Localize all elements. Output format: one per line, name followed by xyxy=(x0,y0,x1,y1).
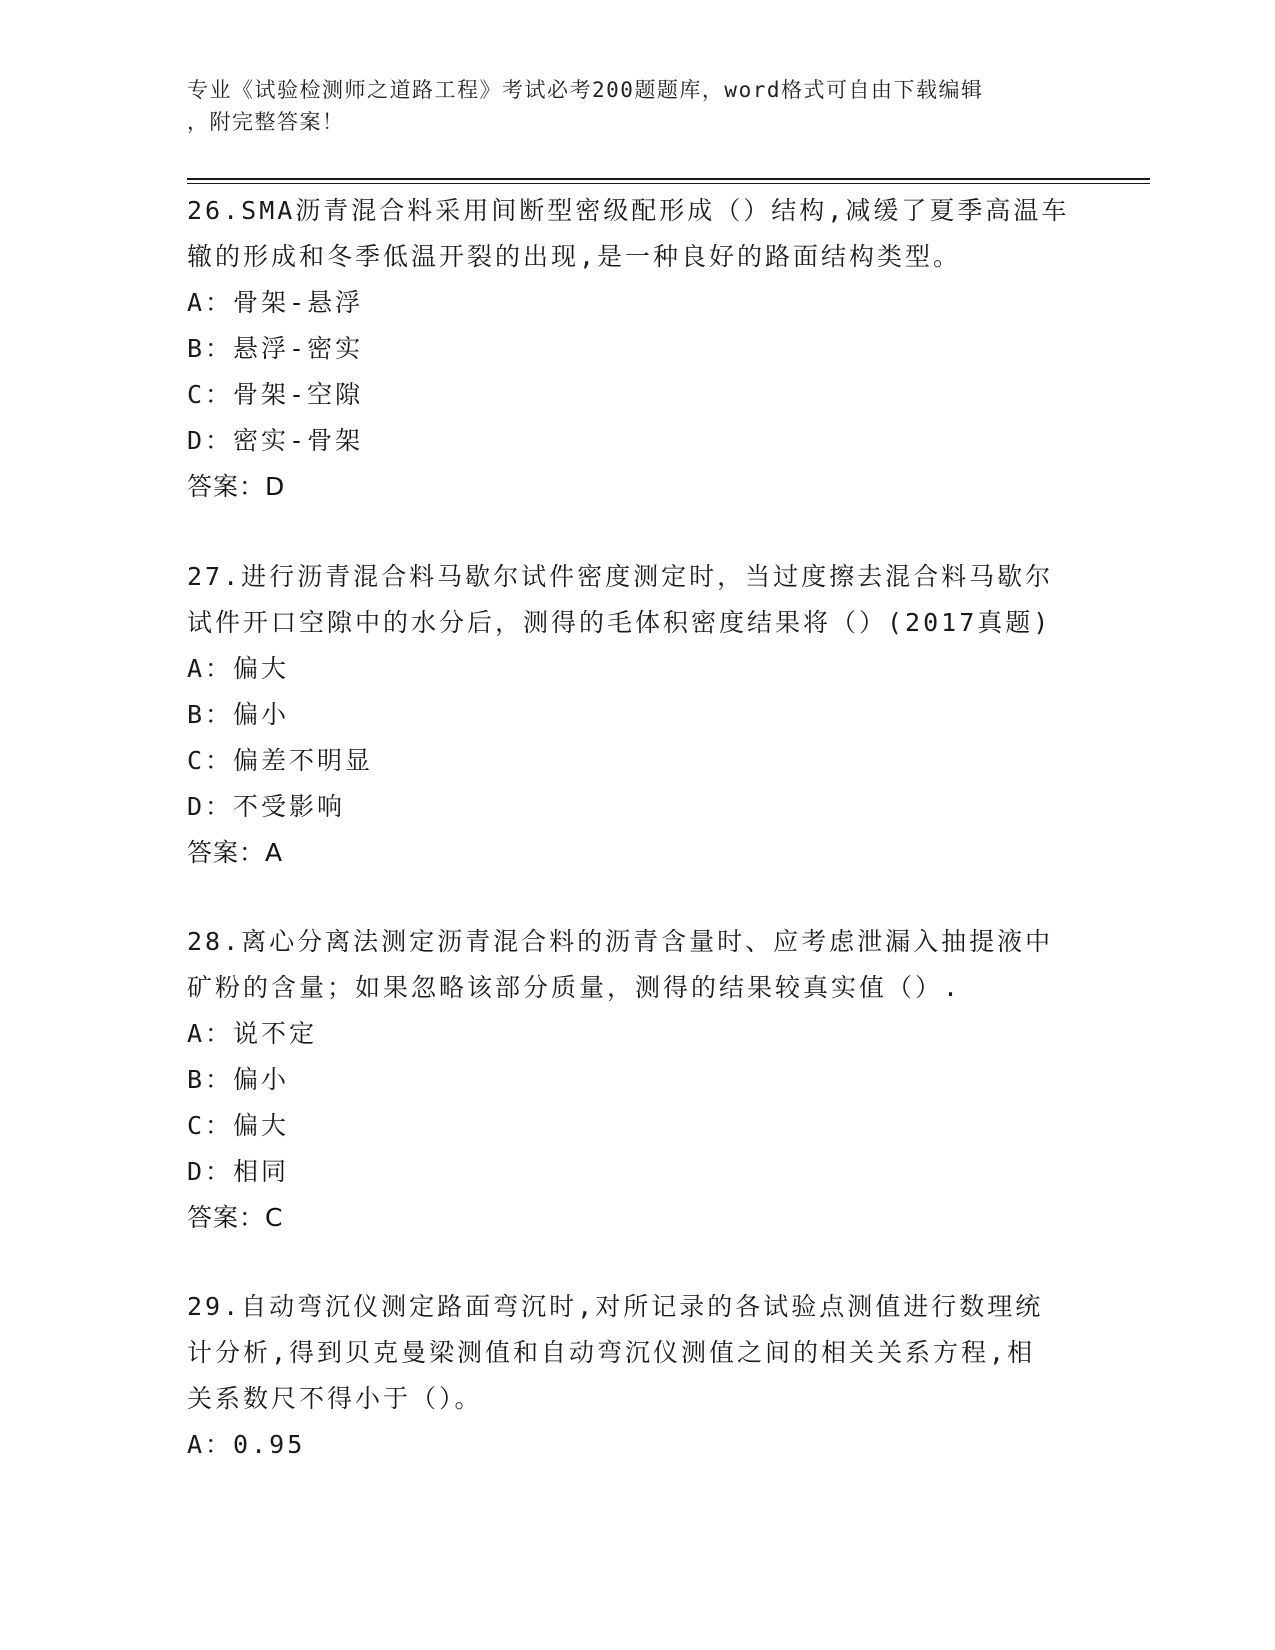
option-d: D：不受影响 xyxy=(187,792,346,821)
header-line-2: ，附完整答案！ xyxy=(187,110,345,134)
question-stem-line: 28.离心分离法测定沥青混合料的沥青含量时、应考虑泄漏入抽提液中 xyxy=(187,927,1054,956)
option-a: A：骨架-悬浮 xyxy=(187,288,364,317)
option-d: D：相同 xyxy=(187,1157,290,1186)
option-d: D：密实-骨架 xyxy=(187,426,364,455)
option-a: A：0.95 xyxy=(187,1430,306,1459)
question-stem-line: 26.SMA沥青混合料采用间断型密级配形成（）结构,减缓了夏季高温车 xyxy=(187,196,1070,225)
question-stem-line: 试件开口空隙中的水分后，测得的毛体积密度结果将（）(2017真题) xyxy=(187,608,1052,637)
option-c: C：偏差不明显 xyxy=(187,746,374,775)
header-divider-thin xyxy=(187,183,1150,184)
option-a: A：偏大 xyxy=(187,654,290,683)
answer-line: 答案：A xyxy=(187,838,284,867)
question-27 xyxy=(187,554,1087,876)
question-stem-line: 计分析,得到贝克曼梁测值和自动弯沉仪测值之间的相关关系方程,相 xyxy=(187,1338,1036,1367)
question-26 xyxy=(187,188,1087,510)
question-stem-line: 关系数尺不得小于（）。 xyxy=(187,1384,483,1413)
question-stem-line: 辙的形成和冬季低温开裂的出现,是一种良好的路面结构类型。 xyxy=(187,242,962,271)
question-28 xyxy=(187,919,1087,1241)
header-line-1: 专业《试验检测师之道路工程》考试必考200题题库，word格式可自由下载编辑 xyxy=(187,78,984,102)
question-stem-line: 29.自动弯沉仪测定路面弯沉时,对所记录的各试验点测值进行数理统 xyxy=(187,1292,1044,1321)
header-divider-thick xyxy=(187,178,1150,180)
answer-line: 答案：C xyxy=(187,1203,284,1232)
document-header xyxy=(187,74,1087,138)
answer-line: 答案：D xyxy=(187,472,286,501)
option-b: B：偏小 xyxy=(187,1065,290,1094)
question-stem-line: 矿粉的含量；如果忽略该部分质量，测得的结果较真实值（）. xyxy=(187,973,962,1002)
question-stem-line: 27.进行沥青混合料马歇尔试件密度测定时，当过度擦去混合料马歇尔 xyxy=(187,562,1054,591)
option-c: C：偏大 xyxy=(187,1111,290,1140)
option-a: A：说不定 xyxy=(187,1019,318,1048)
question-29 xyxy=(187,1284,1087,1468)
option-b: B：悬浮-密实 xyxy=(187,334,364,363)
option-c: C：骨架-空隙 xyxy=(187,380,364,409)
option-b: B：偏小 xyxy=(187,700,290,729)
